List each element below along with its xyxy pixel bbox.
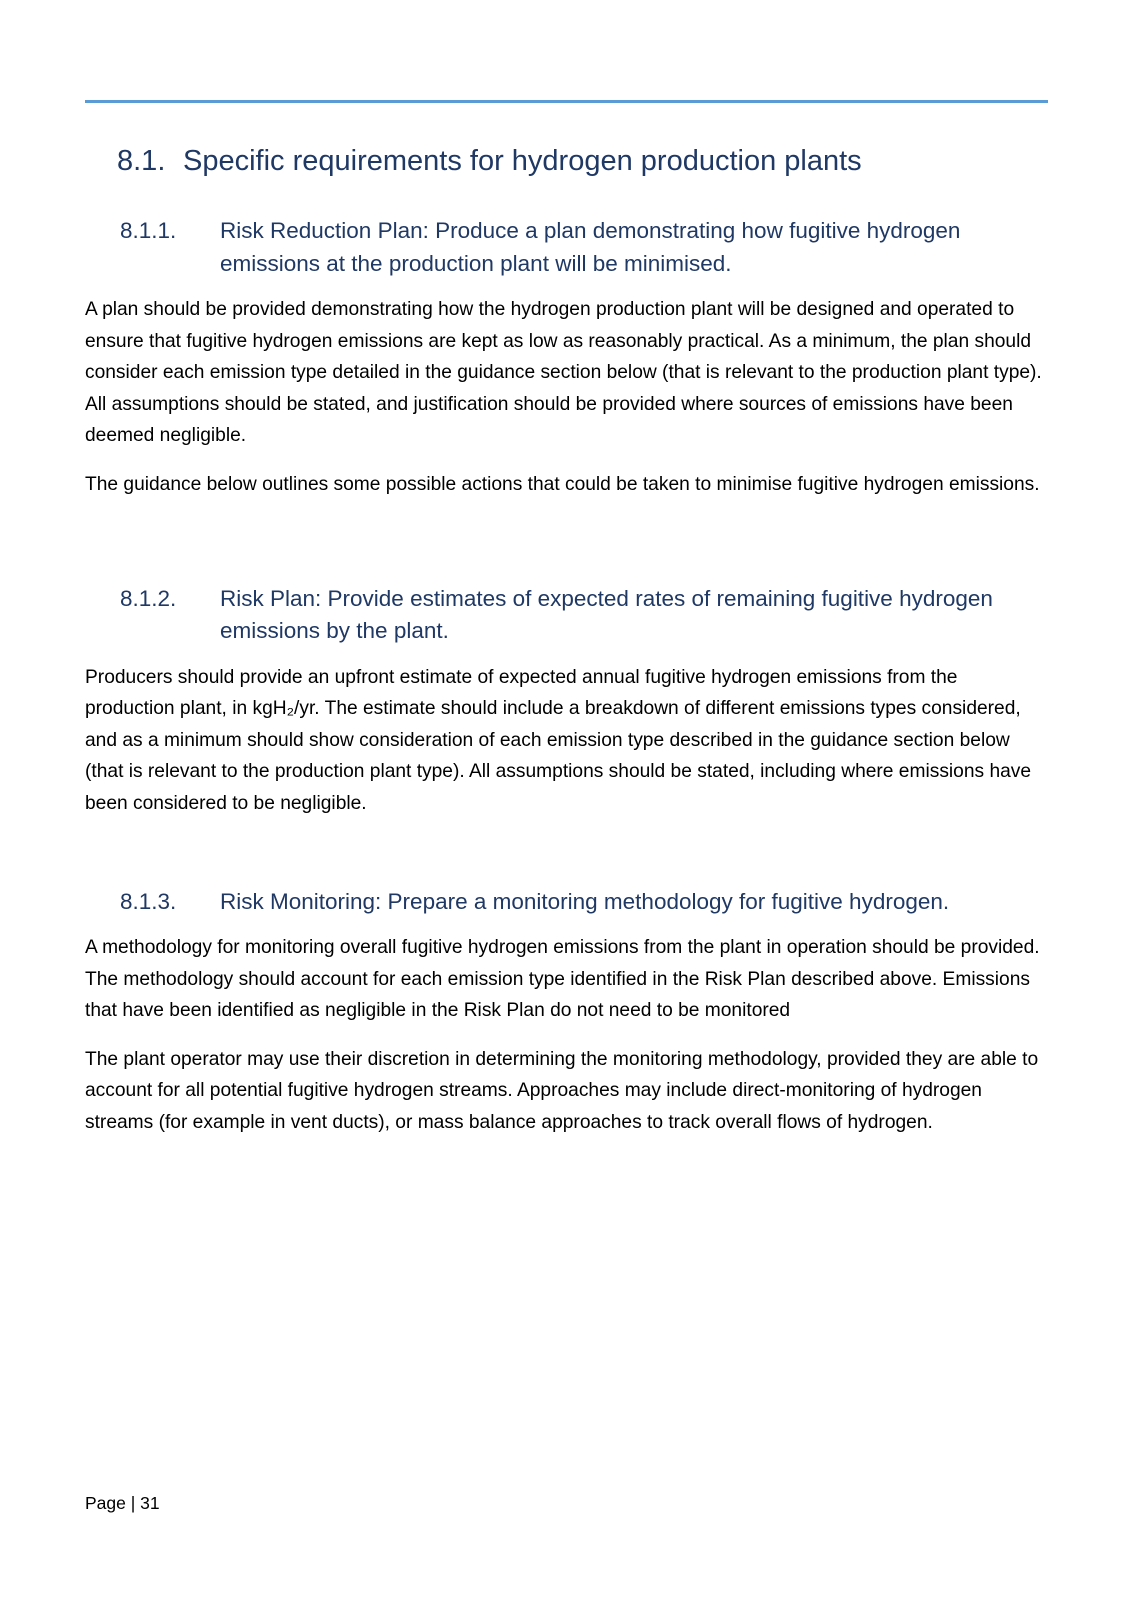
subsection-number: 8.1.1. <box>120 218 177 243</box>
subsection-8-1-1 <box>85 215 1048 501</box>
subsection-heading-8-1-3 <box>85 886 1048 919</box>
paragraph: Producers should provide an upfront estimate of expected annual fugitive hydrogen emissions from the production plant, in kgH₂/yr. The estimate should include a breakdown of different emissions types considered, and as a minimum should show consideration of each emission type described in the guidance section below (that is relevant to the production plant type). All assumptions should be stated, including where emissions have been considered to be negligible. <box>85 666 1032 814</box>
header-rule <box>85 100 1048 103</box>
paragraph: The plant operator may use their discretion in determining the monitoring methodology, provided they are able to account for all potential fugitive hydrogen streams. Approaches may include direct-monitoring of hydrogen streams (for example in vent ducts), or mass balance approaches to track overall flows of hydrogen. <box>85 1048 1039 1133</box>
subsection-8-1-3 <box>85 886 1048 1139</box>
page-number: Page | 31 <box>85 1493 160 1513</box>
paragraph: A plan should be provided demonstrating how the hydrogen production plant will be designed and operated to ensure that fugitive hydrogen emissions are kept as low as reasonably practical. As a minimum, the plan should consider each emission type detailed in the guidance section below (that is relevant to the production plant type). All assumptions should be stated, and justification should be provided where sources of emissions have been deemed negligible. <box>85 299 1042 447</box>
paragraph: The guidance below outlines some possible actions that could be taken to minimise fugitive hydrogen emissions. <box>85 473 1040 495</box>
section-heading-8-1 <box>117 141 1048 181</box>
heading-title: Specific requirements for hydrogen production plants <box>183 145 862 177</box>
subsection-heading-8-1-1 <box>85 215 1048 280</box>
heading-number: 8.1. <box>117 145 166 177</box>
paragraph: A methodology for monitoring overall fugitive hydrogen emissions from the plant in operation should be provided. The methodology should account for each emission type identified in the Risk Plan described above. Emissions that have been identified as negligible in the Risk Plan do not need to be monitored <box>85 937 1040 1022</box>
subsection-heading-8-1-2 <box>85 583 1048 648</box>
page-content <box>0 100 1131 1139</box>
subsection-number: 8.1.3. <box>120 888 177 914</box>
subsection-number: 8.1.2. <box>120 585 177 611</box>
subsection-title: Risk Plan: Provide estimates of expected rates of remaining fugitive hydrogen emissions by the plant. <box>220 585 993 644</box>
subsection-title: Risk Monitoring: Prepare a monitoring methodology for fugitive hydrogen. <box>220 888 950 914</box>
subsection-8-1-2 <box>85 583 1048 820</box>
subsection-title: Risk Reduction Plan: Produce a plan demonstrating how fugitive hydrogen emissions at the production plant will be minimised. <box>220 218 961 276</box>
